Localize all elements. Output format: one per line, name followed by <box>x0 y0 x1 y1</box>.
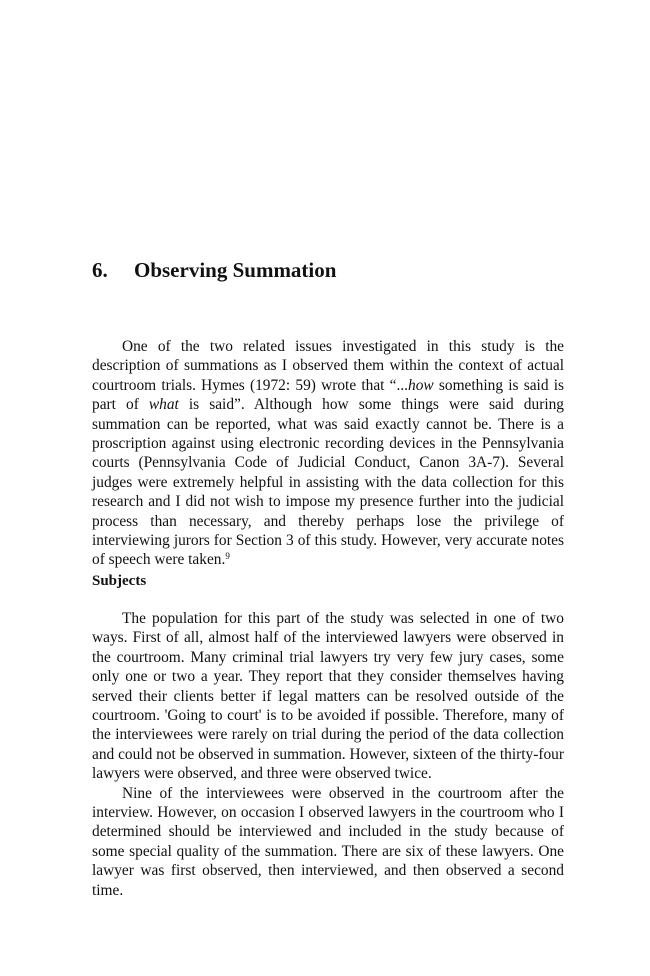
intro-text-1: One of the two related issues investigated in this study is the description of summations as I observed them within the context of actual courtroom trials. Hymes (1972: 59) wrote that “... <box>92 338 564 394</box>
subjects-paragraph-1: The population for this part of the study was selected in one of two ways. First of all, almost half of the interviewed lawyers were observed in the courtroom. Many criminal trial lawyers try very few jury cases, some only one or two a year. They report that they consider themselves having served their clients better if legal matters can be resolved outside of the courtroom. 'Going to court' is to be avoided if possible. Therefore, many of the interviewees were rarely on trial during the period of the data collection and could not be observed in summation. However, sixteen of the thirty-four lawyers were observed, and three were observed twice. <box>92 610 564 783</box>
subjects-section <box>92 609 564 900</box>
intro-text-2: something is said is part of <box>92 376 564 414</box>
chapter-title: Observing Summation <box>134 258 337 282</box>
intro-emphasis-how: how <box>408 376 434 394</box>
subjects-paragraph-2: Nine of the interviewees were observed in the courtroom after the interview. However, on occasion I observed lawyers in the courtroom who I determined should be interviewed and included in the study because of some special quality of the summation. There are six of these lawyers. One lawyer was first observed, then interviewed, and then observed a second time. <box>92 784 564 899</box>
intro-paragraph <box>92 337 564 570</box>
intro-section <box>92 337 564 570</box>
intro-text-3: is said”. Although how some things were said during summation can be reported, what was said exactly cannot be. There is a proscription against using electronic recording devices in the Pennsylvania courts (Pennsylvania Code of Judicial Conduct, Canon 3A-7). Several judges were extremely helpful in assisting with the data collection for this research and I did not wish to impose my presence further into the judicial process than necessary, and thereby perhaps lose the privilege of interviewing jurors for Section 3 of this study. However, very accurate notes of speech were taken. <box>92 396 564 569</box>
chapter-number: 6. <box>92 258 108 282</box>
chapter-heading <box>92 258 336 283</box>
intro-emphasis-what: what <box>148 396 179 414</box>
section-heading-subjects: Subjects <box>92 573 147 589</box>
footnote-reference: 9 <box>225 551 230 562</box>
